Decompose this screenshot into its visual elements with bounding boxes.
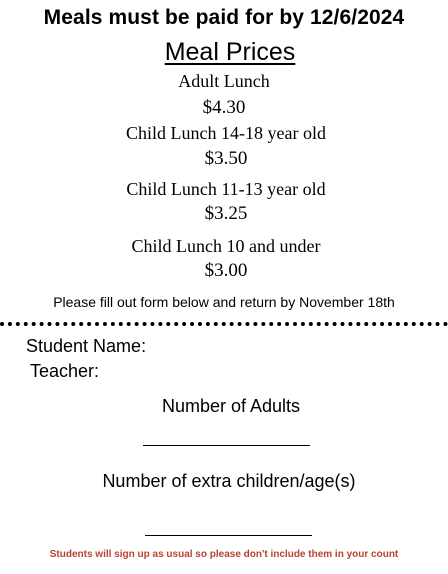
- adults-blank-line: [143, 445, 310, 446]
- number-of-children-label: Number of extra children/age(s): [102, 471, 356, 491]
- footnote-note: Students will sign up as usual so please don't include them in your count: [49, 549, 399, 560]
- payment-deadline-heading: Meals must be paid for by 12/6/2024: [43, 6, 405, 29]
- price-item-label: Child Lunch 14-18 year old: [126, 123, 326, 143]
- price-item-amount: $4.30: [202, 97, 246, 118]
- children-blank-line: [145, 535, 312, 536]
- form-instructions: Please fill out form below and return by November 18th: [53, 294, 395, 310]
- teacher-label: Teacher:: [30, 361, 100, 381]
- cut-line-divider: [0, 322, 448, 326]
- price-item-label: Child Lunch 11-13 year old: [126, 179, 326, 199]
- price-item-amount: $3.50: [204, 148, 248, 169]
- number-of-adults-label: Number of Adults: [161, 396, 301, 416]
- price-item-label: Child Lunch 10 and under: [131, 236, 321, 256]
- student-name-label: Student Name:: [26, 336, 147, 356]
- price-item-label: Adult Lunch: [178, 71, 270, 91]
- meal-prices-heading: Meal Prices: [164, 38, 296, 66]
- price-item-amount: $3.00: [204, 260, 248, 281]
- price-item-amount: $3.25: [204, 203, 248, 224]
